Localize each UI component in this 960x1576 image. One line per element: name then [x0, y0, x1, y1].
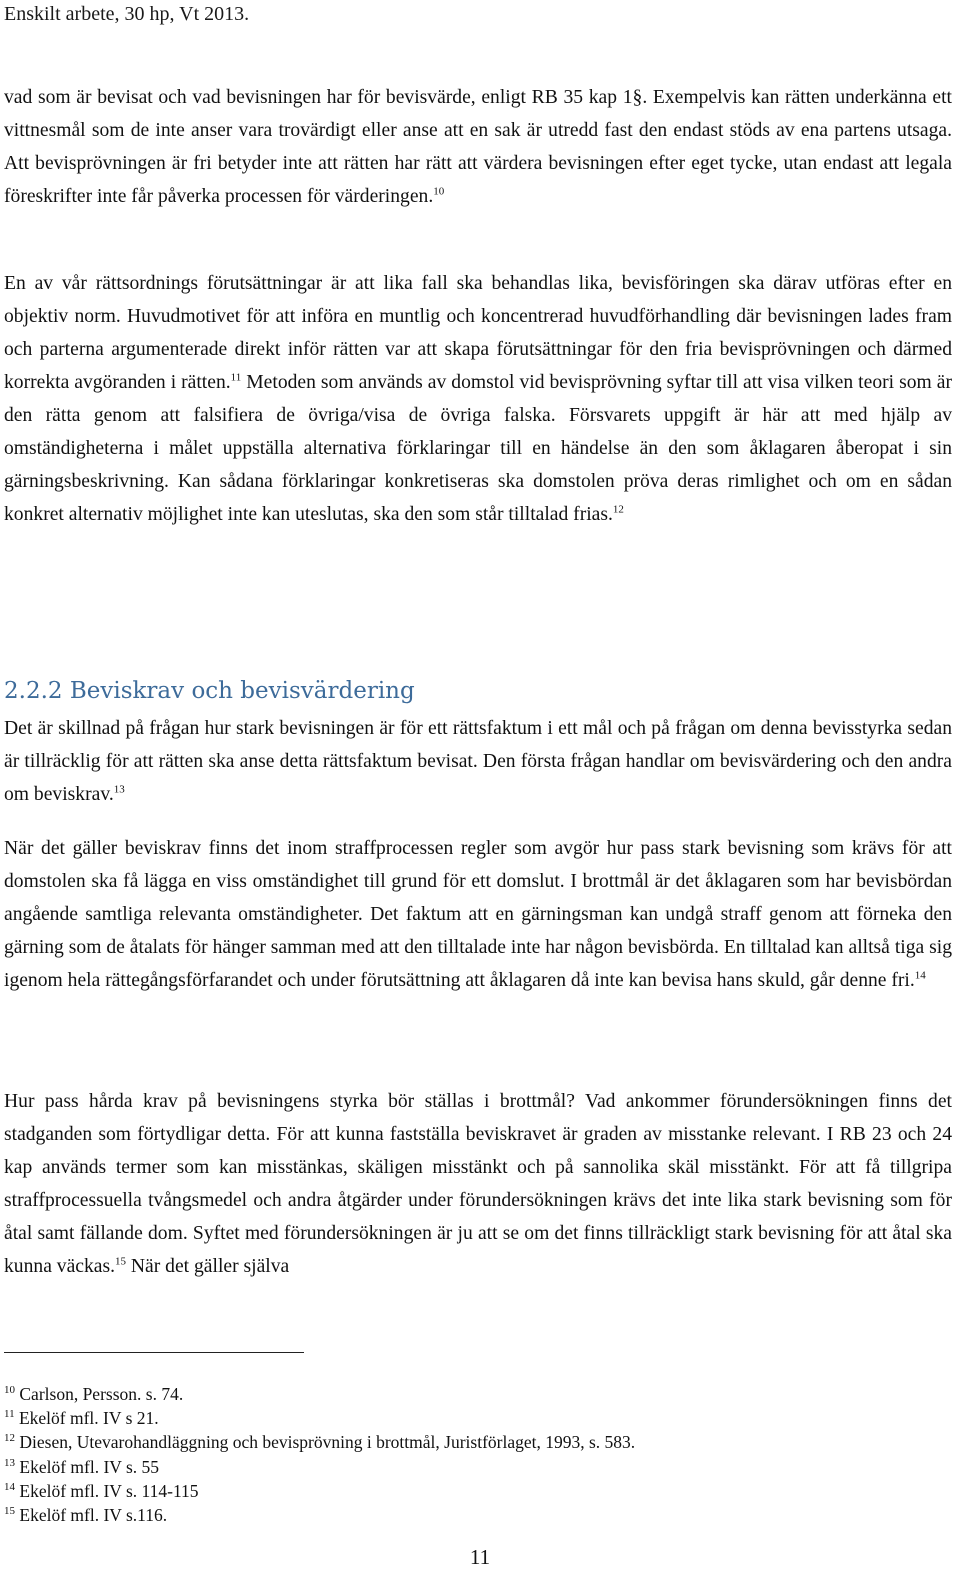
footnote-ref[interactable]: 11 — [230, 371, 242, 384]
section-heading: 2.2.2 Beviskrav och bevisvärdering — [4, 678, 415, 704]
footnote-text: Ekelöf mfl. IV s.116. — [19, 1505, 168, 1526]
paragraph-text: När det gäller själva — [126, 1256, 290, 1277]
footnote-item — [4, 1455, 944, 1479]
paragraph-free-evaluation — [4, 81, 952, 213]
footnote-item — [4, 1430, 944, 1454]
footnote-number: 13 — [4, 1456, 15, 1469]
footnote-text: Ekelöf mfl. IV s 21. — [18, 1408, 159, 1429]
footnote-item — [4, 1503, 944, 1527]
running-header: Enskilt arbete, 30 hp, Vt 2013. — [4, 3, 250, 25]
footnote-text: Ekelöf mfl. IV s. 114-115 — [19, 1480, 199, 1501]
footnote-ref[interactable]: 12 — [612, 503, 624, 516]
paragraph-evaluation-vs-requirement — [4, 712, 952, 811]
footnote-list — [4, 1382, 944, 1527]
footnote-text: Ekelöf mfl. IV s. 55 — [19, 1456, 160, 1477]
footnote-number: 10 — [4, 1384, 15, 1397]
footnote-ref[interactable]: 10 — [433, 185, 445, 198]
footnote-number: 12 — [4, 1432, 15, 1445]
footnote-number: 11 — [4, 1408, 15, 1421]
footnote-ref[interactable]: 15 — [115, 1255, 126, 1268]
footnote-text: Diesen, Utevarohandläggning och bevisprövning i brottmål, Juristförlaget, 1993, s. 583. — [19, 1432, 636, 1453]
paragraph-requirements-criminal-cases — [4, 1085, 952, 1283]
paragraph-text: När det gäller beviskrav finns det inom straffprocessen regler som avgör hur pass stark bevisning som krävs för att domstolen ska få lägga en viss omständighet till grund för ett domslut. I brottmål är det åklagaren som har bevisbördan angående samtliga relevanta omständigheter. Det faktum att en gärningsman kan undgå straff genom att förneka den gärning som de åtalats för hänger samman med att den tilltalade inte har någon bevisbörda. En tilltalad kan alltså tiga sig igenom hela rättegångsförfarandet och under förutsättning att åklagaren då inte kan bevisa hans skuld, går denne fri. — [4, 838, 952, 991]
paragraph-text: Metoden som används av domstol vid bevisprövning syftar till att visa vilken teori som är den rätta genom att falsifiera de övriga/visa de övriga falska. Försvarets uppgift är här att med hjälp av omständigheterna i målet uppställa alternativa förklaringar till en händelse än den som åklagaren åberopat i sin gärningsbeskrivning. Kan sådana förklaringar konkretiseras ska domstolen pröva deras rimlighet och om en sådan konkret alternativ möjlighet inte kan uteslutas, ska den som står tilltalad frias. — [4, 372, 952, 525]
footnote-item — [4, 1406, 944, 1430]
paragraph-text: Hur pass hårda krav på bevisningens styrka bör ställas i brottmål? Vad ankommer förundersökningen finns det stadganden som förtydligar detta. För att kunna fastställa beviskravet är graden av misstanke relevant. I RB 23 och 24 kap används termer som kan misstänkas, skäligen misstänkt och på sannolika skäl misstänkt. För att få tillgripa straffprocessuella tvångsmedel och andra åtgärder under förundersökningen krävs det inte lika stark bevisning som för åtal samt fällande dom. Syftet med förundersökningen är ju att se om det finns tillräckligt stark bevisning för att åtal ska kunna väckas. — [4, 1091, 952, 1277]
page-number: 11 — [469, 1545, 491, 1569]
footnote-ref[interactable]: 14 — [914, 969, 926, 982]
footnote-number: 14 — [4, 1480, 15, 1493]
paragraph-objective-norm — [4, 267, 952, 531]
paragraph-text: Det är skillnad på frågan hur stark bevisningen är för ett rättsfaktum i ett mål och på frågan om denna bevisstyrka sedan är tillräcklig för att rätten ska anse detta rättsfaktum bevisat. Den första frågan handlar om bevisvärdering och den andra om beviskrav. — [4, 718, 952, 805]
footnote-number: 15 — [4, 1505, 15, 1518]
footnote-ref[interactable]: 13 — [113, 783, 125, 796]
paragraph-text: vad som är bevisat och vad bevisningen har för bevisvärde, enligt RB 35 kap 1§. Exempelvis kan rätten underkänna ett vittnesmål som de inte anser vara trovärdigt eller anse att en sak är utredd fast den endast stöds av ena partens utsaga. Att bevisprövningen är fri betyder inte att rätten har rätt att värdera bevisningen efter eget tycke, utan endast att legala föreskrifter inte får påverka processen för värderingen. — [4, 87, 952, 207]
footnote-item — [4, 1479, 944, 1503]
footnote-separator — [4, 1352, 304, 1353]
footnote-item — [4, 1382, 944, 1406]
paragraph-burden-of-proof — [4, 832, 952, 997]
footnote-text: Carlson, Persson. s. 74. — [19, 1384, 184, 1404]
paragraph-text: En av vår rättsordnings förutsättningar är att lika fall ska behandlas lika, bevisföringen ska därav utföras efter en objektiv norm. Huvudmotivet för att införa en muntlig och koncentrerad huvudförhandling där bevisningen lades fram och parterna argumenterade direkt inför rätten var att skapa förutsättningar för den fria bevisprövningen och därmed korrekta avgöranden i rätten. — [4, 273, 952, 393]
